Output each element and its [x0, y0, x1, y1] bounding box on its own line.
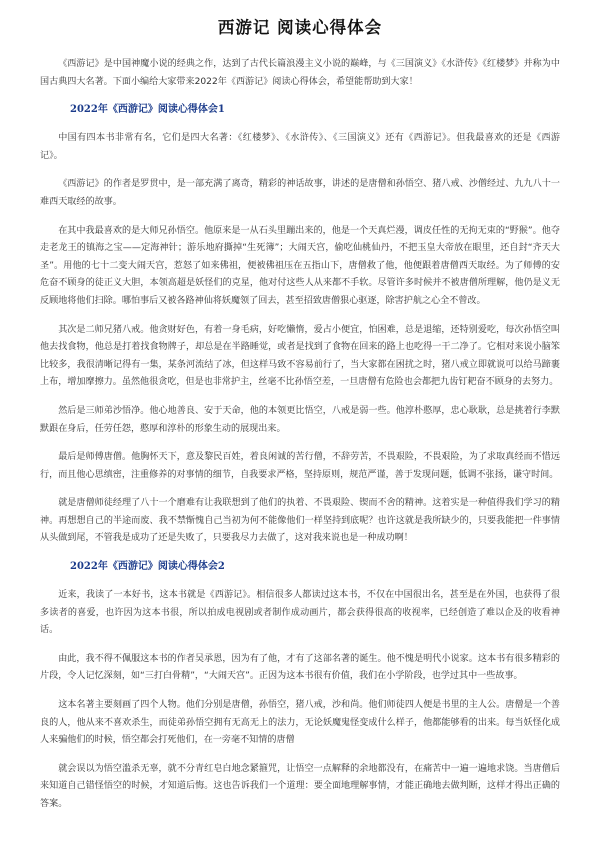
paragraph: 其次是二师兄猪八戒。他贪财好色，有着一身毛病，好吃懒惰，爱占小便宜，怕困难，总是退缩，还特别爱吃，每次孙悟空叫他去找食物，他总是打着找食物牌子，却总是在半路睡觉，或者是找到了食物在回来的路上也吃得一干二净了。它相对来说小脑笨比较多，我很清晰记得有一集，某条河流结了冰，但这样马致不容易前行了，当大家都在困扰之时，猪八戒立即就说可以给马蹄裹上布，增加摩擦力。虽然他很贪吃，但是也非常护主，丝毫不比孙悟空差，一旦唐僧有危险也会都把九齿钉耙奋不顾身的去努力。 — [40, 324, 560, 388]
paragraph: 就会误以为悟空滥杀无辜，就不分青红皂白地念紧箍咒，让悟空一点解释的余地都没有，在痛苦中一遍一遍地求饶。当唐僧后来知道自己错怪悟空的时候，才知道后悔。这也告诉我们一个道理：要全面地理解事情，才能正确地去做判断，这样才得出正确的答案。 — [40, 763, 560, 809]
paragraph: 然后是三师弟沙悟净。他心地善良、安于天命，他的本领更比悟空，八戒是弱一些。他淳朴憨厚，忠心耿耿，总是挑着行李默默跟在身后，任劳任怨，憨厚和淳朴的形象生动的展现出来。 — [40, 405, 560, 434]
paragraph: 中国有四本书非常有名，它们是四大名著：《红楼梦》、《水浒传》、《三国演义》还有《西游记》。但我最喜欢的还是《西游记》。 — [40, 133, 560, 161]
section-heading-2: 2022年《西游记》阅读心得体会2 — [70, 561, 225, 573]
paragraph: 就是唐僧师徒经理了八十一个磨难有让我联想到了他们的执着、不畏艰险、锲而不舍的精神。这着实是一种值得我们学习的精神。再想想自己的半途而废、我不禁惭愧自己当初为何不能像他们一样坚持到底呢？也许这就是我所缺少的，只要我能把一件事情从头做到尾，不管我是成功了还是失败了，只要我尽力去做了，这对我来说也是一种成功啊！ — [40, 498, 560, 544]
paragraph: 在其中我最喜欢的是大师兄孙悟空。他原来是一从石头里蹦出来的，他是一个天真烂漫，调皮任性的无拘无束的“野猴”。他夺走老龙王的镇海之宝——定海神针；游乐地府撕掉“生死簿”；大闹天宫，偷吃仙桃仙丹，不把玉皇大帝放在眼里，还自封“齐天大圣”。用他的七十二变大闹天宫，惹怒了如来佛祖，便被佛祖压在五指山下，唐僧救了他，他便跟着唐僧西天取经。为了师傅的安危奋不顾身的徒正义大胆，本领高超是妖怪们的克星，他对付这些人从来都不手软。尽管许多时候并不被唐僧所理解，他仍是义无反顾地将他们扫除。哪怕事后又被各路神仙将妖魔领了回去，甚至招致唐僧狠心驱逐，除害护航之心全不曾改。 — [40, 225, 560, 306]
intro-paragraph: 《西游记》是中国神魔小说的经典之作，达到了古代长篇浪漫主义小说的巅峰，与《三国演义》《水浒传》《红楼梦》并称为中国古典四大名著。下面小编给大家带来2022年《西游记》阅读心得体会，希望能帮助到大家！ — [40, 59, 560, 87]
paragraph: 这本名著主要刻画了四个人物。他们分别是唐僧，孙悟空，猪八戒，沙和尚。他们师徒四人便是书里的主人公。唐僧是一个善良的人，他从来不喜欢杀生，而徒弟孙悟空拥有无高无上的法力，无论妖魔鬼怪变成什么样子，他都能够看的出来。每当妖怪化成人来骗他们的时候，悟空都会打死他们，在一旁毫不知情的唐僧 — [40, 700, 560, 746]
page-title: 西游记 阅读心得体会 — [217, 18, 383, 37]
paragraph: 《西游记》的作者是罗贯中，是一部充满了离奇，精彩的神话故事，讲述的是唐僧和孙悟空、猪八戒、沙僧经过、九九八十一难西天取经的故事。 — [40, 179, 560, 207]
paragraph: 近来，我读了一本好书，这本书就是《西游记》。相信很多人都读过这本书，不仅在中国很出名，甚至是在外国，也获得了很多读者的喜爱，也许因为这本书很，所以拍成电视剧或者制作成动画片，都会获得很高的收视率，已经创造了难以企及的收看神话。 — [40, 590, 560, 636]
section-heading-1: 2022年《西游记》阅读心得体会1 — [70, 104, 225, 116]
paragraph: 最后是师傅唐僧。他胸怀天下，意及黎民百姓，着良闲诚的苦行僧，不辞劳苦，不畏艰险，不畏艰险，为了求取真经而不惜远行，而且他心思缜密，注重修养的对事情的细节，自我要求严格，坚持原则，规范严谨，善于发现问题，低调不张扬，谦守时间。 — [40, 452, 560, 480]
paragraph: 由此，我不得不佩服这本书的作者吴承恩，因为有了他，才有了这部名著的诞生。他不愧是明代小说家。这本书有很多精彩的片段，令人记忆深刻，如“三打白骨精”，“大闹天宫”。正因为这本书很有价值，我们在小学阶段，也学过其中一些故事。 — [40, 653, 560, 682]
